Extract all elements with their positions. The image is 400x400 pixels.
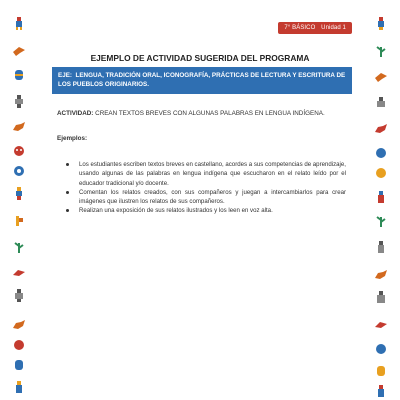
activity-line bbox=[57, 110, 357, 117]
bullet-icon bbox=[66, 191, 69, 194]
list-item bbox=[66, 160, 346, 188]
figure-icon bbox=[374, 290, 388, 304]
figure-icon bbox=[12, 94, 26, 108]
activity-label: ACTIVIDAD: bbox=[57, 110, 94, 117]
bullet-icon bbox=[66, 163, 69, 166]
vase-icon bbox=[12, 358, 26, 372]
figure-icon bbox=[12, 380, 26, 394]
bird-icon bbox=[374, 318, 388, 332]
eje-text: LENGUA, TRADICIÓN ORAL, ICONOGRAFÍA, PRÁCTICAS DE LECTURA Y ESCRITURA DE LOS PUEBLOS ORIGINARIOS. bbox=[58, 72, 346, 88]
vase-icon bbox=[12, 68, 26, 82]
figure-icon bbox=[374, 16, 388, 30]
figure-icon bbox=[12, 16, 26, 30]
eje-banner bbox=[52, 67, 352, 94]
plant-icon bbox=[374, 214, 388, 228]
example-text: Realizan una exposición de sus relatos ilustrados y los leen en voz alta. bbox=[79, 207, 273, 215]
mask-icon bbox=[12, 144, 26, 158]
grade-unit-badge bbox=[278, 22, 352, 34]
mask-icon bbox=[374, 342, 388, 356]
examples-list bbox=[66, 160, 346, 216]
grade-label: 7° BÁSICO bbox=[284, 25, 316, 31]
figure-icon bbox=[374, 190, 388, 204]
page-title: EJEMPLO DE ACTIVIDAD SUGERIDA DEL PROGRAMA bbox=[90, 53, 310, 63]
list-item bbox=[66, 206, 346, 215]
mask-icon bbox=[374, 146, 388, 160]
figure-icon bbox=[374, 96, 388, 110]
activity-text: CREAN TEXTOS BREVES CON ALGUNAS PALABRAS EN LENGUA INDÍGENA. bbox=[95, 110, 325, 117]
animal-icon bbox=[12, 214, 26, 228]
figure-icon bbox=[374, 384, 388, 398]
figure-icon bbox=[374, 240, 388, 254]
animal-icon bbox=[374, 122, 388, 136]
bird-icon bbox=[374, 70, 388, 84]
right-ornament-border bbox=[374, 6, 388, 398]
bird-icon bbox=[12, 266, 26, 280]
figure-icon bbox=[12, 288, 26, 302]
figure-icon bbox=[12, 186, 26, 200]
example-text: Comentan los relatos creados, con sus compañeros y juegan a intercambiarlos para crear imágenes que ilustren los relatos de sus compañeros. bbox=[79, 188, 346, 206]
animal-icon bbox=[374, 268, 388, 282]
drum-icon bbox=[12, 164, 26, 178]
vase-icon bbox=[374, 364, 388, 378]
example-text: Los estudiantes escriben textos breves en castellano, acordes a sus competencias de aprendizaje, usando algunas de las palabras en lengua indígena que escucharon en el relato leído por el educador tradicional y/o docente. bbox=[79, 161, 346, 187]
animal-icon bbox=[12, 318, 26, 332]
eje-label: EJE: bbox=[58, 72, 72, 79]
unit-label: Unidad 1 bbox=[321, 25, 346, 31]
drum-icon bbox=[374, 166, 388, 180]
plant-icon bbox=[12, 240, 26, 254]
bullet-icon bbox=[66, 209, 69, 212]
mask-icon bbox=[12, 338, 26, 352]
examples-heading: Ejemplos: bbox=[57, 135, 88, 142]
list-item bbox=[66, 188, 346, 207]
left-ornament-border bbox=[12, 6, 26, 398]
animal-icon bbox=[12, 120, 26, 134]
plant-icon bbox=[374, 44, 388, 58]
bird-icon bbox=[12, 44, 26, 58]
